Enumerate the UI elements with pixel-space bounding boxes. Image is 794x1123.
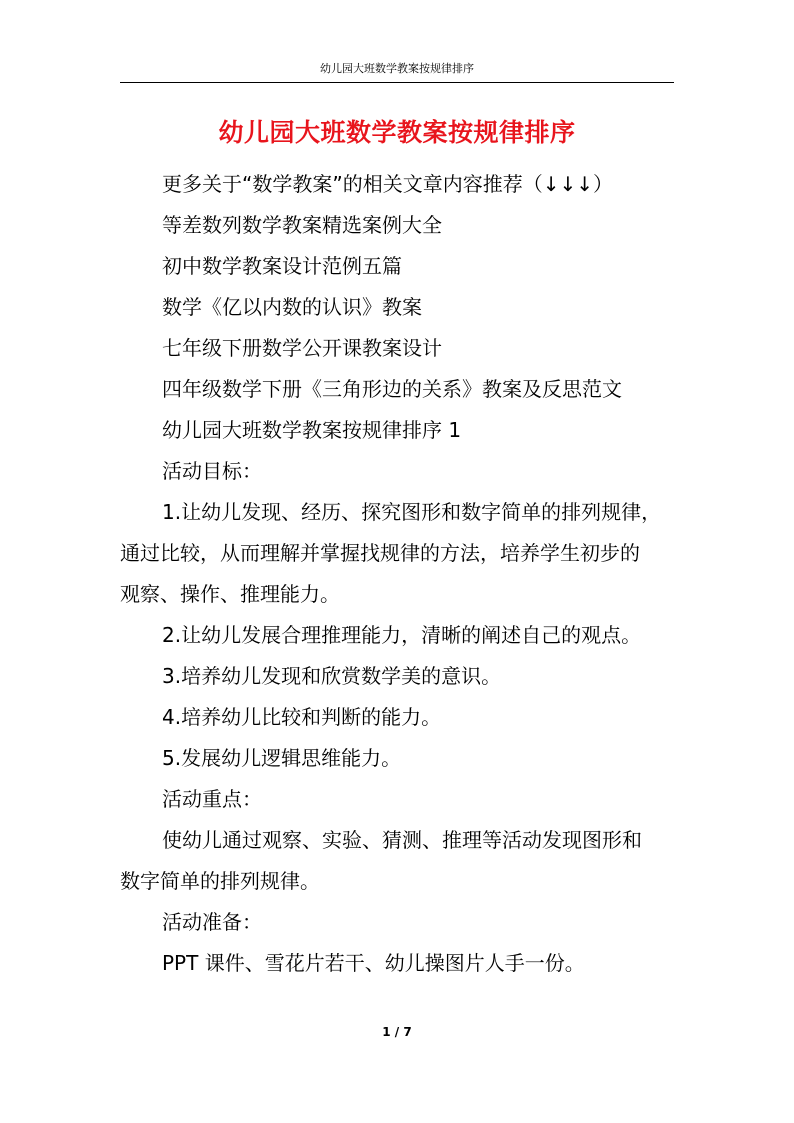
paragraph-line: 2.让幼儿发展合理推理能力，清晰的阐述自己的观点。 <box>162 623 642 647</box>
paragraph-line: PPT 课件、雪花片若干、幼儿操图片人手一份。 <box>162 951 585 975</box>
subsection-heading: 活动准备： <box>162 910 262 934</box>
paragraph-line: 5.发展幼儿逻辑思维能力。 <box>162 746 402 770</box>
document-title: 幼儿园大班数学教案按规律排序 <box>218 118 576 147</box>
related-link[interactable]: 初中数学教案设计范例五篇 <box>162 254 402 278</box>
paragraph-line: 3.培养幼儿发现和欣赏数学美的意识。 <box>162 664 502 688</box>
paragraph-line: 4.培养幼儿比较和判断的能力。 <box>162 705 442 729</box>
paragraph-line: 1.让幼儿发现、经历、探究图形和数字简单的排列规律， <box>162 500 662 524</box>
related-link[interactable]: 四年级数学下册《三角形边的关系》教案及反思范文 <box>162 377 622 401</box>
section-heading: 幼儿园大班数学教案按规律排序 1 <box>162 418 462 442</box>
document-body <box>120 164 680 984</box>
related-intro: 更多关于“数学教案”的相关文章内容推荐（↓↓↓） <box>162 172 613 196</box>
related-link[interactable]: 数学《亿以内数的认识》教案 <box>162 295 422 319</box>
related-link[interactable]: 七年级下册数学公开课教案设计 <box>162 336 442 360</box>
running-header: 幼儿园大班数学教案按规律排序 <box>320 62 474 75</box>
related-link[interactable]: 等差数列数学教案精选案例大全 <box>162 213 442 237</box>
paragraph-line: 数字简单的排列规律。 <box>120 869 320 893</box>
paragraph-line: 观察、操作、推理能力。 <box>120 582 340 606</box>
paragraph-line: 通过比较，从而理解并掌握找规律的方法，培养学生初步的 <box>120 541 640 565</box>
page-number: 1 / 7 <box>382 1025 412 1039</box>
subsection-heading: 活动目标： <box>162 459 262 483</box>
header-divider <box>120 82 674 83</box>
subsection-heading: 活动重点： <box>162 787 262 811</box>
paragraph-line: 使幼儿通过观察、实验、猜测、推理等活动发现图形和 <box>162 828 642 852</box>
